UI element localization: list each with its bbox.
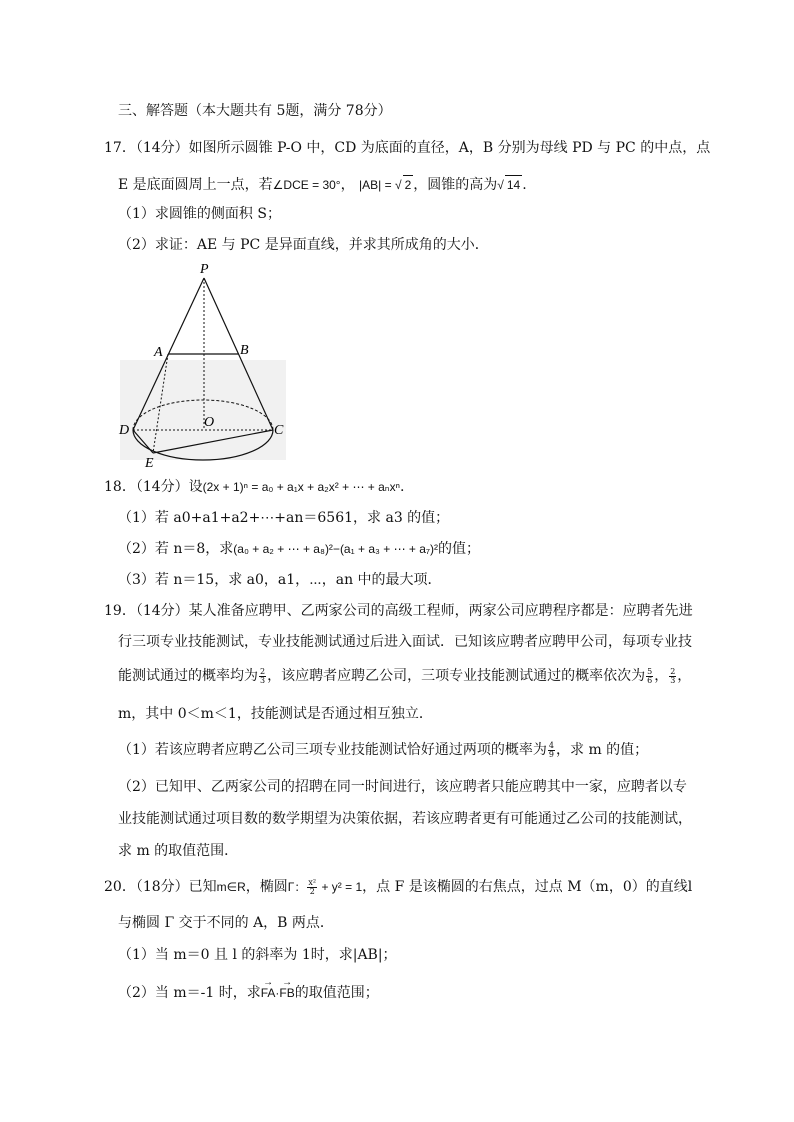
q20-part2 [118,984,379,1002]
q20-line1-a: 20．（18分）已知 [104,879,217,895]
q17-line2 [118,175,527,194]
label-c: C [274,423,284,438]
label-d: D [119,423,130,438]
q19-line3 [118,667,691,685]
q20-line1-c: ，点 F 是该椭圆的右焦点，过点 M（m，0）的直线l [362,879,693,895]
q19-line3-b: ，该应聘者应聘乙公司，三项专业技能测试通过的概率依次为 [267,668,646,684]
q19-part1-b: ，求 m 的值； [556,742,649,758]
ab-length: |AB| = [359,178,395,192]
q18-head [104,478,404,496]
q18-part2-formula: (a₀ + a₂ + ⋯ + a₈)²−(a₁ + a₃ + ⋯ + a₇)² [233,542,439,556]
q19-line4: m，其中 0＜m＜1，技能测试是否通过相互独立． [118,706,433,722]
ellipse-rest: + y² = 1 [318,880,363,894]
q19-part1 [118,741,648,759]
label-b: B [240,343,249,358]
q19-part2-line2: 业技能测试通过项目数的数学期望为决策依据，若该应聘者更有可能通过乙公司的技能测试， [118,811,692,827]
q17-line2-c: ，圆锥的高为 [413,177,498,193]
q17-line2-b: ， [340,177,355,193]
q18-part2-b: 的值； [438,541,481,557]
q20-line1 [104,878,692,896]
section-title: 三、解答题（本大题共有 5题，满分 78分） [118,103,392,119]
q18-part2 [118,540,480,558]
q19-part2-line3: 求 m 的取值范围． [118,843,239,859]
q20-line1-b: ，椭圆 [245,879,288,895]
sqrt2: 2 [403,175,414,194]
sqrt-symbol: √ [394,178,402,192]
cone-figure [114,260,294,472]
vector-fb: → FB [279,984,294,1002]
q18-head-end: . [399,479,405,495]
frac-4-9: $\frac{4}{9}$ [548,740,554,759]
q20-part1: （1）当 m＝0 且 l 的斜率为 1时，求|AB|； [118,947,397,963]
angle-dce: ∠DCE = 30° [272,178,341,192]
q20-line2: 与椭圆 Γ 交于不同的 A，B 两点． [118,915,334,931]
q17-line2-a: E 是底面圆周上一点，若 [118,177,273,193]
q17-part2: （2）求证：AE 与 PC 是异面直线，并求其所成角的大小． [118,237,489,253]
dot-symbol: · [275,986,280,1000]
label-a: A [154,345,163,360]
label-o: O [204,415,215,430]
q20-part2-b: 的取值范围； [294,985,379,1001]
q19-sep1: ， [654,668,669,684]
q18-part3: （3）若 n＝15，求 a0，a1，⋯，an 中的最大项． [118,572,442,588]
frac-5-6: $\frac{5}{6}$ [647,666,653,685]
q19-line1: 19．（14分）某人准备应聘甲、乙两家公司的高级工程师，两家公司应聘程序都是：应聘者先进 [104,603,693,619]
sqrt14: 14 [505,175,522,194]
q19-sep2: ， [677,668,692,684]
label-e: E [145,456,154,471]
frac-2-3-b: $\frac{2}{3}$ [670,666,676,685]
q19-part2-line1: （2）已知甲、乙两家公司的招聘在同一时间进行，该应聘者只能应聘其中一家，应聘者以专 [118,779,687,795]
q17-line1: 17．（14分）如图所示圆锥 P-O 中，CD 为底面的直径，A，B 分别为母线 PD 与 PC 的中点，点 [104,140,711,156]
sqrt-symbol-2: √ [497,178,504,192]
q20-part2-a: （2）当 m＝-1 时，求 [118,985,261,1001]
m-in-r: m∈R [216,880,246,894]
q18-part1: （1）若 a0+a1+a2+⋯+an＝6561，求 a3 的值； [118,510,450,526]
gamma: Γ： [287,880,307,894]
q17-part1: （1）求圆锥的侧面积 S； [118,206,281,222]
frac-x2-2: $\frac{\text{x²}}{2}$ [308,877,317,896]
q19-line2: 行三项专业技能测试，专业技能测试通过后进入面试．已知该应聘者应聘甲公司，每项专业技 [118,634,692,650]
q19-part1-a: （1）若该应聘者应聘乙公司三项专业技能测试恰好通过两项的概率为 [118,742,547,758]
vector-fa: → FA [261,984,276,1002]
frac-2-3: $\frac{2}{3}$ [260,666,266,685]
q19-line3-a: 能测试通过的概率均为 [118,668,258,684]
q18-head-text: 18．（14分）设 [104,479,203,495]
q17-line2-d: . [522,177,527,193]
figure-background [120,360,286,460]
q18-formula: (2x + 1)ⁿ = a₀ + a₁x + a₂x² + ⋯ + aₙxⁿ [202,480,400,494]
label-p: P [200,262,209,277]
q18-part2-a: （2）若 n＝8，求 [118,541,234,557]
